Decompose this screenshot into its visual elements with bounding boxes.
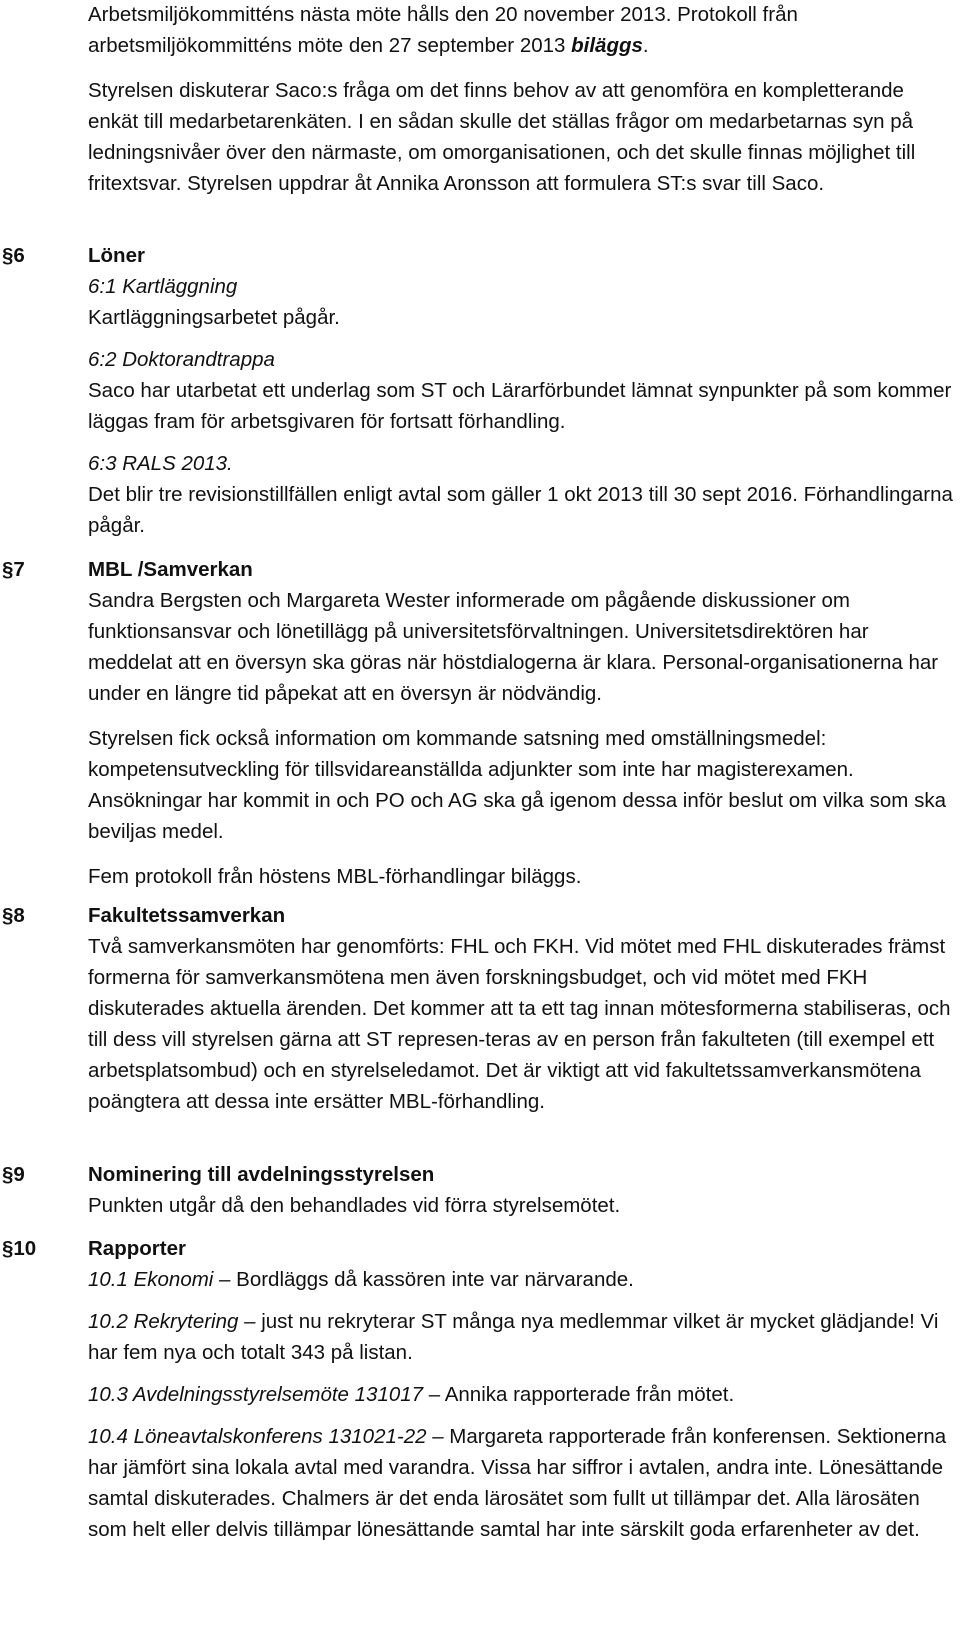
section-6-title: Löner — [88, 244, 145, 267]
section-7-number — [2, 554, 82, 585]
section-10-body — [88, 1233, 954, 1556]
section-6-body — [88, 240, 954, 552]
report-10-1-label: 10.1 Ekonomi — [88, 1268, 214, 1291]
section-6-number — [2, 240, 82, 271]
section-10-title: Rapporter — [88, 1237, 186, 1260]
intro-paragraph-1 — [88, 0, 948, 61]
intro-p1-text: Arbetsmiljökommitténs nästa möte hålls den 20 november 2013. Protokoll från arbetsmiljökommitténs möte den 27 september 2013 — [88, 3, 798, 57]
report-10-3-label: 10.3 Avdelningsstyrelsemöte 131017 — [88, 1383, 424, 1406]
section-7-paragraph-2: Styrelsen fick också information om kommande satsning med omställningsmedel: kompetensutveckling för tillsvidareanställda adjunkter som inte har magisterexamen. Ansökningar har kommit in och PO och AG ska gå igenom dessa inför beslut om vilka som ska beviljas medel. — [88, 727, 946, 843]
section-6-num: 6 — [13, 244, 25, 267]
section-6-text2: Saco har utarbetat ett underlag som ST och Lärarförbundet lämnat synpunkter på som kommer läggas fram för arbetsgivaren för fortsatt förhandling. — [88, 379, 952, 433]
section-8-title: Fakultetssamverkan — [88, 904, 286, 927]
section-9-body — [88, 1159, 954, 1232]
section-10-num: 10 — [13, 1237, 37, 1260]
section-8-paragraph-1: Två samverkansmöten har genomförts: FHL och FKH. Vid mötet med FHL diskuterades främst formerna för samverkansmötena men även forskningsbudget, och vid mötet med FKH diskuterades aktuella ärenden. Det kommer att ta ett tag innan mötesformerna stabiliseras, och till dess vill styrelsen gärna att ST represen-teras av en person från fakulteten (till exempel ett arbetsplatsombud) och en styrelseledamot. Det är viktigt att vid fakultetssamverkansmötena poängtera att dessa inte ersätter MBL-förhandling. — [88, 935, 951, 1113]
report-10-4-label: 10.4 Löneavtalskonferens 131021-22 — [88, 1425, 427, 1448]
report-10-4 — [88, 1421, 954, 1545]
report-10-3-text: – Annika rapporterade från mötet. — [423, 1383, 735, 1406]
report-10-3 — [88, 1379, 954, 1410]
intro-p1-end: . — [642, 34, 649, 57]
section-7-title: MBL /Samverkan — [88, 558, 253, 581]
section-9-paragraph-1: Punkten utgår då den behandlades vid förra styrelsemötet. — [88, 1194, 621, 1217]
section-8-number — [2, 900, 82, 931]
report-10-1-text: – Bordläggs då kassören inte var närvarande. — [213, 1268, 634, 1291]
report-10-2 — [88, 1306, 954, 1368]
section-9-number — [2, 1159, 82, 1190]
report-10-2-text: – just nu rekryterar ST många nya medlemmar vilket är mycket glädjande! Vi har fem nya och totalt 343 på listan. — [88, 1310, 939, 1364]
section-7-paragraph-1: Sandra Bergsten och Margareta Wester informerade om pågående diskussioner om funktionsansvar och lönetillägg på universitetsförvaltningen. Universitetsdirektören har meddelat att en översyn ska göras när höstdialogerna är klara. Personal-organisationerna har under en längre tid påpekat att en översyn är nödvändig. — [88, 589, 939, 705]
intro-block — [88, 0, 948, 213]
intro-paragraph-2: Styrelsen diskuterar Saco:s fråga om det finns behov av att genomföra en kompletterande enkät till medarbetarenkäten. I en sådan skulle det ställas frågor om medarbetarnas syn på ledningsnivåer över den närmaste, om omorganisationen, och det skulle finnas möjlighet till fritextsvar. Styrelsen uppdrar åt Annika Aronsson att formulera ST:s svar till Saco. — [88, 79, 916, 195]
section-symbol: § — [2, 904, 14, 927]
section-symbol: § — [2, 244, 14, 267]
section-8-body — [88, 900, 954, 1128]
report-10-2-label: 10.2 Rekrytering — [88, 1310, 239, 1333]
section-9-title: Nominering till avdelningsstyrelsen — [88, 1163, 435, 1186]
section-6-text3: Det blir tre revisionstillfällen enligt avtal som gäller 1 okt 2013 till 30 sept 2016. Förhandlingarna pågår. — [88, 483, 953, 537]
section-6-sub2: 6:2 Doktorandtrappa — [88, 348, 275, 371]
section-6-text1: Kartläggningsarbetet pågår. — [88, 306, 340, 329]
intro-p1-emphasis: biläggs — [571, 34, 643, 57]
section-7-num: 7 — [13, 558, 25, 581]
section-6-sub3: 6:3 RALS 2013. — [88, 452, 233, 475]
report-10-4-text: – Margareta rapporterade från konferensen. Sektionerna har jämfört sina lokala avtal med varandra. Vissa har siffror i avtalen, andra inte. Lönesättande samtal diskuterades. Chalmers är det enda lärosätet som fullt ut tillämpar det. Alla lärosäten som helt eller delvis tillämpar lönesättande samtal har inte särskilt goda erfarenheter av det. — [88, 1425, 947, 1541]
section-10-number — [2, 1233, 82, 1264]
section-symbol: § — [2, 1163, 14, 1186]
report-10-1 — [88, 1264, 954, 1295]
section-7-paragraph-3: Fem protokoll från höstens MBL-förhandlingar biläggs. — [88, 865, 582, 888]
section-7-body — [88, 554, 954, 903]
section-symbol: § — [2, 1237, 14, 1260]
section-symbol: § — [2, 558, 14, 581]
section-8-num: 8 — [13, 904, 25, 927]
section-9-num: 9 — [13, 1163, 25, 1186]
section-6-sub1: 6:1 Kartläggning — [88, 275, 238, 298]
